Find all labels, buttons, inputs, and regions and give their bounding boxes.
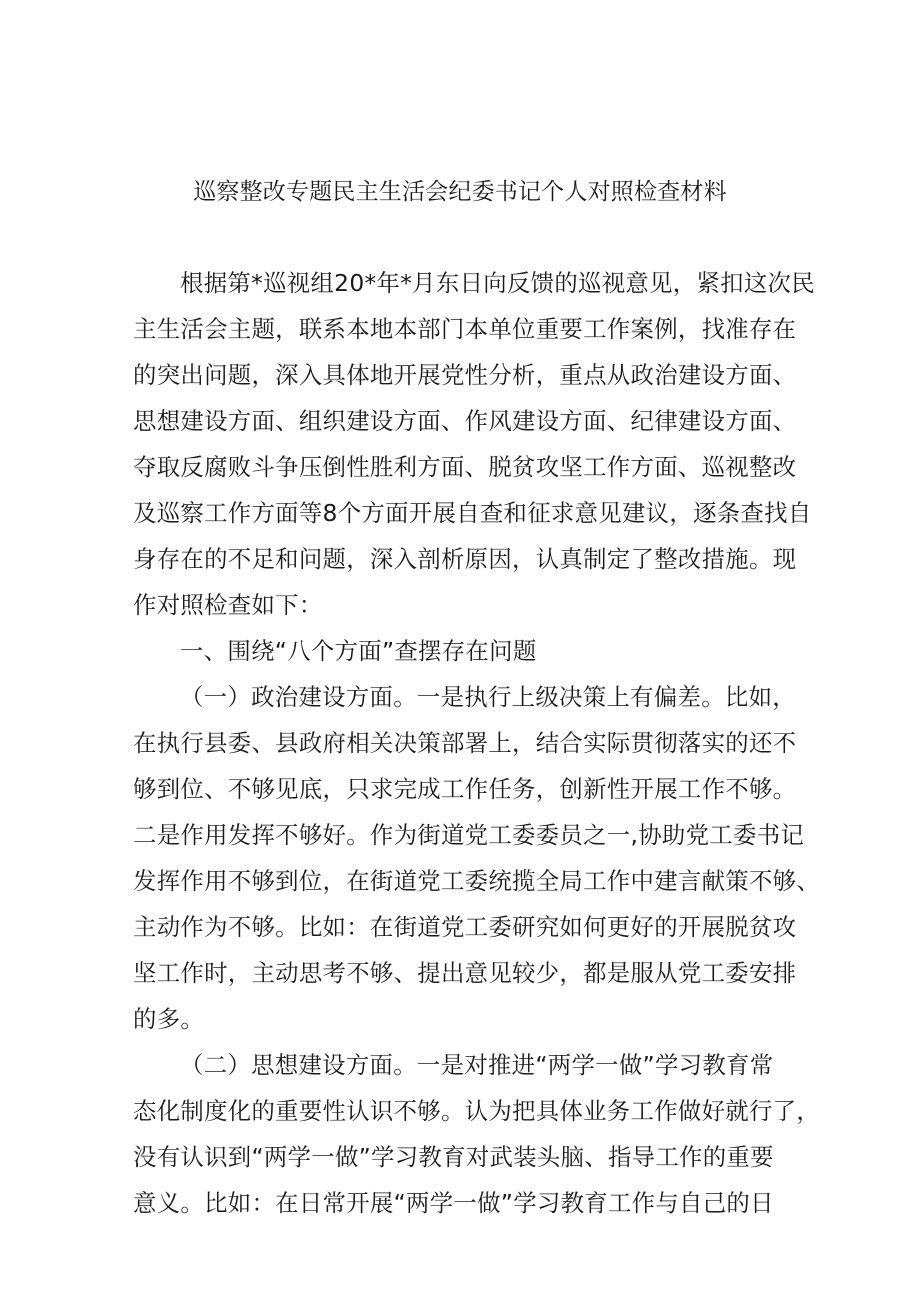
paragraph-line: （一）政治建设方面。一是执行上级决策上有偏差。比如，: [180, 683, 796, 711]
paragraph-line: 作对照检查如下：: [133, 591, 323, 619]
paragraph-line: 在执行县委、县政府相关决策部署上，结合实际贯彻落实的还不: [133, 729, 797, 757]
paragraph-line: 意义。比如：在日常开展“两学一做”学习教育工作与自己的日: [133, 1189, 774, 1217]
paragraph-line: 主生活会主题，联系本地本部门本单位重要工作案例，找准存在: [133, 315, 797, 343]
paragraph-line: 身存在的不足和问题，深入剖析原因，认真制定了整改措施。现: [133, 545, 797, 573]
paragraph-line: 没有认识到“两学一做”学习教育对武装头脑、指导工作的重要: [133, 1143, 774, 1171]
paragraph-line: 够到位、不够见底，只求完成工作任务，创新性开展工作不够。: [133, 775, 797, 803]
paragraph-line: 态化制度化的重要性认识不够。认为把具体业务工作做好就行了，: [133, 1097, 821, 1125]
paragraph-line: 坚工作时，主动思考不够、提出意见较少，都是服从党工委安排: [133, 959, 797, 987]
paragraph-line: 夺取反腐败斗争压倒性胜利方面、脱贫攻坚工作方面、巡视整改: [133, 453, 797, 481]
paragraph-line: 的多。: [133, 1005, 205, 1033]
paragraph-line: 主动作为不够。比如：在街道党工委研究如何更好的开展脱贫攻: [133, 913, 797, 941]
paragraph-line: （二）思想建设方面。一是对推进“两学一做”学习教育常: [180, 1051, 774, 1079]
paragraph-line: 及巡察工作方面等8个方面开展自查和征求意见建议，逐条查找自: [133, 499, 812, 527]
paragraph-line: 思想建设方面、组织建设方面、作风建设方面、纪律建设方面、: [133, 407, 797, 435]
paragraph-line: 根据第*巡视组20*年*月东日向反馈的巡视意见，紧扣这次民: [180, 269, 815, 297]
paragraph-line: 二是作用发挥不够好。作为街道党工委委员之一,协助党工委书记: [133, 821, 805, 849]
paragraph-line: 发挥作用不够到位，在街道党工委统揽全局工作中建言献策不够、: [133, 867, 821, 895]
section-heading: 一、围绕“八个方面”查摆存在问题: [180, 637, 537, 665]
paragraph-line: 的突出问题，深入具体地开展党性分析，重点从政治建设方面、: [133, 361, 797, 389]
document-title: 巡察整改专题民主生活会纪委书记个人对照检查材料: [193, 179, 727, 205]
